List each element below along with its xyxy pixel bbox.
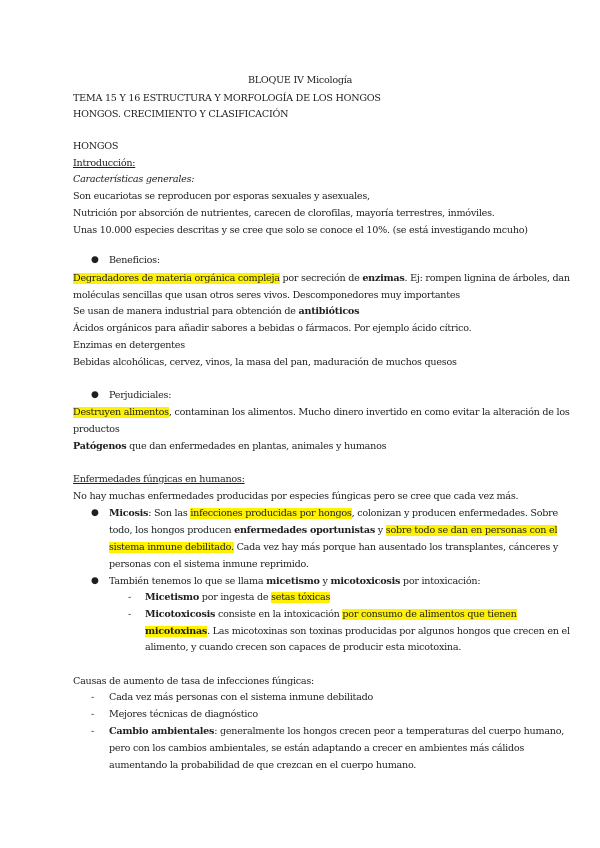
- beneficios-line-6: Bebidas alcohólicas, cervez, vinos, la masa del pan, maduración de muchos quesos: [73, 357, 457, 368]
- highlight-text: Destruyen alimentos: [73, 407, 169, 418]
- causa-3-line-2: pero con los cambios ambientales, se están adaptando a crecer en ambientes más cálidos: [109, 743, 525, 754]
- dash-bullet-icon: -: [128, 609, 132, 620]
- tema-title-line1: TEMA 15 Y 16 ESTRUCTURA Y MORFOLOGÍA DE LOS HONGOS: [73, 93, 381, 104]
- causa-3-line-1: Cambio ambientales: generalmente los hongos crecen peor a temperaturas del cuerpo humano,: [109, 726, 565, 737]
- dash-bullet-icon: -: [128, 592, 132, 603]
- dash-bullet-icon: -: [91, 692, 95, 703]
- beneficios-line-5: Enzimas en detergentes: [73, 340, 185, 351]
- beneficios-label: Beneficios:: [109, 255, 160, 266]
- micotoxicosis-line-3: alimento, y cuando crecen son capaces de producir esta micotoxina.: [145, 642, 462, 653]
- micosis-line-2: todo, los hongos producen enfermedades oportunistas y sobre todo se dan en personas con el: [109, 525, 558, 536]
- highlight-text: Degradadores de materia orgánica compleja: [73, 273, 280, 284]
- micotoxicosis-line-1: Micotoxicosis consiste en la intoxicación por consumo de alimentos que tienen: [145, 609, 517, 620]
- intoxicacion-line: También tenemos lo que se llama micetismo y micotoxicosis por intoxicación:: [109, 576, 481, 587]
- beneficios-line-2: moléculas sencillas que usan otros seres vivos. Descomponedores muy importantes: [73, 290, 460, 301]
- bullet-dot-icon: ●: [91, 390, 99, 400]
- dash-bullet-icon: -: [91, 726, 95, 737]
- intro-subheading: Características generales:: [73, 174, 195, 185]
- perjudiciales-line-1: Destruyen alimentos, contaminan los alimentos. Mucho dinero invertido en como evitar la alteración de los: [73, 407, 570, 418]
- bloque-title: BLOQUE IV Micología: [247, 75, 353, 86]
- intro-line-2: Nutrición por absorción de nutrientes, carecen de clorofilas, mayoría terrestres, inmóviles.: [73, 208, 495, 219]
- tema-title-line2: HONGOS. CRECIMIENTO Y CLASIFICACIÓN: [73, 109, 289, 120]
- beneficios-line-4: Ácidos orgánicos para añadir sabores a bebidas o fármacos. Por ejemplo ácido cítrico.: [73, 323, 472, 334]
- perjudiciales-label: Perjudiciales:: [109, 390, 172, 401]
- enfermedades-intro: No hay muchas enfermedades producidas por especies fúngicas pero se cree que cada vez más.: [73, 491, 519, 502]
- bullet-dot-icon: ●: [91, 255, 99, 265]
- bullet-dot-icon: ●: [91, 576, 99, 586]
- causas-heading: Causas de aumento de tasa de infecciones fúngicas:: [73, 676, 315, 687]
- perjudiciales-line-3: Patógenos que dan enfermedades en plantas, animales y humanos: [73, 441, 387, 452]
- intro-heading: Introducción:: [73, 158, 136, 169]
- causa-2: Mejores técnicas de diagnóstico: [109, 709, 258, 720]
- dash-bullet-icon: -: [91, 709, 95, 720]
- enfermedades-heading: Enfermedades fúngicas en humanos:: [73, 474, 245, 485]
- beneficios-line-3: Se usan de manera industrial para obtención de antibióticos: [73, 306, 360, 317]
- micosis-line-1: Micosis: Son las infecciones producidas por hongos, colonizan y producen enfermedades. Sobre: [109, 508, 558, 519]
- micetismo-line: Micetismo por ingesta de setas tóxicas: [145, 592, 331, 603]
- bullet-dot-icon: ●: [91, 508, 99, 518]
- section-title: HONGOS: [73, 141, 119, 152]
- micosis-line-4: personas con el sistema inmune reprimido.: [109, 559, 309, 570]
- micotoxicosis-line-2: micotoxinas. Las micotoxinas son toxinas producidas por algunos hongos que crecen en el: [145, 626, 570, 637]
- beneficios-line-1: Degradadores de materia orgánica compleja por secreción de enzimas. Ej: rompen lignina de árboles, dan: [73, 273, 570, 284]
- causa-3-line-3: aumentando la probabilidad de que crezcan en el cuerpo humano.: [109, 760, 417, 771]
- causa-1: Cada vez más personas con el sistema inmune debilitado: [109, 692, 374, 703]
- micosis-line-3: sistema inmune debilitado. Cada vez hay más porque han ausentado los transplantes, cánceres y: [109, 542, 559, 553]
- intro-line-3: Unas 10.000 especies descritas y se cree que solo se conoce el 10%. (se está investigando mcuho): [73, 225, 528, 236]
- perjudiciales-line-2: productos: [73, 424, 120, 435]
- intro-line-1: Son eucariotas se reproducen por esporas sexuales y asexuales,: [73, 191, 370, 202]
